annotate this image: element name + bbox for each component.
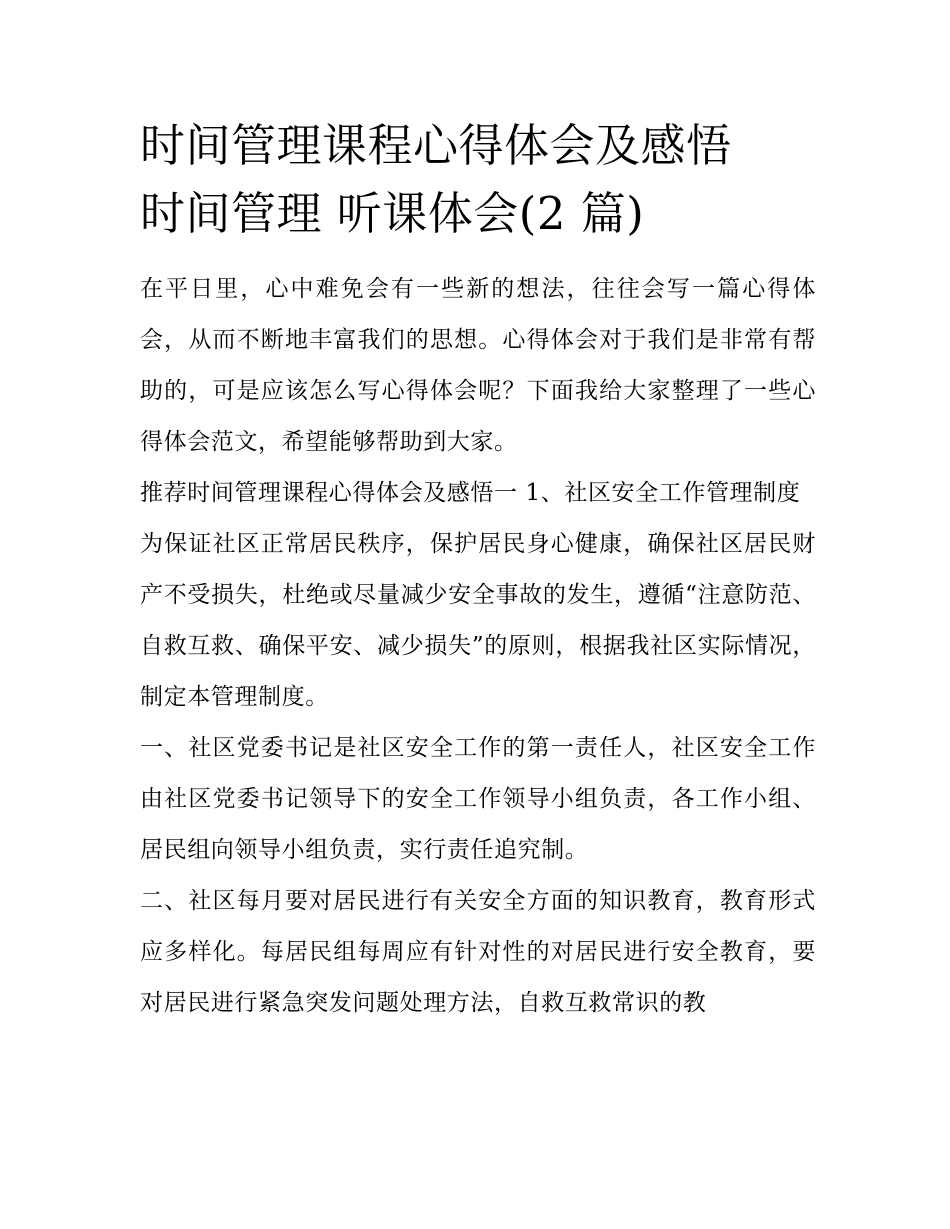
purpose-paragraph: 为保证社区正常居民秩序，保护居民身心健康，确保社区居民财产不受损失，杜绝或尽量减少安全事故的发生，遵循“注意防范、自救互救、确保平安、减少损失”的原则，根据我社区实际情况，制定本管理制度。 <box>140 531 816 710</box>
document-content <box>140 112 816 1029</box>
title-line-1: 时间管理课程心得体会及感悟 <box>140 119 732 172</box>
intro-paragraph: 在平日里，心中难免会有一些新的想法，往往会写一篇心得体会，从而不断地丰富我们的思想。心得体会对于我们是非常有帮助的，可是应该怎么写心得体会呢？下面我给大家整理了一些心得体会范文，希望能够帮助到大家。 <box>140 276 816 455</box>
section-heading-paragraph: 推荐时间管理课程心得体会及感悟一 1、社区安全工作管理制度 <box>140 480 801 506</box>
document-body <box>140 264 816 1029</box>
title-line-2: 时间管理 听课体会(2 篇) <box>140 187 645 240</box>
document-title <box>140 112 816 248</box>
rule-two-paragraph: 二、社区每月要对居民进行有关安全方面的知识教育，教育形式应多样化。每居民组每周应有针对性的对居民进行安全教育，要对居民进行紧急突发问题处理方法，自救互救常识的教 <box>140 888 816 1016</box>
rule-one-paragraph: 一、社区党委书记是社区安全工作的第一责任人，社区安全工作由社区党委书记领导下的安全工作领导小组负责，各工作小组、居民组向领导小组负责，实行责任追究制。 <box>140 735 816 863</box>
